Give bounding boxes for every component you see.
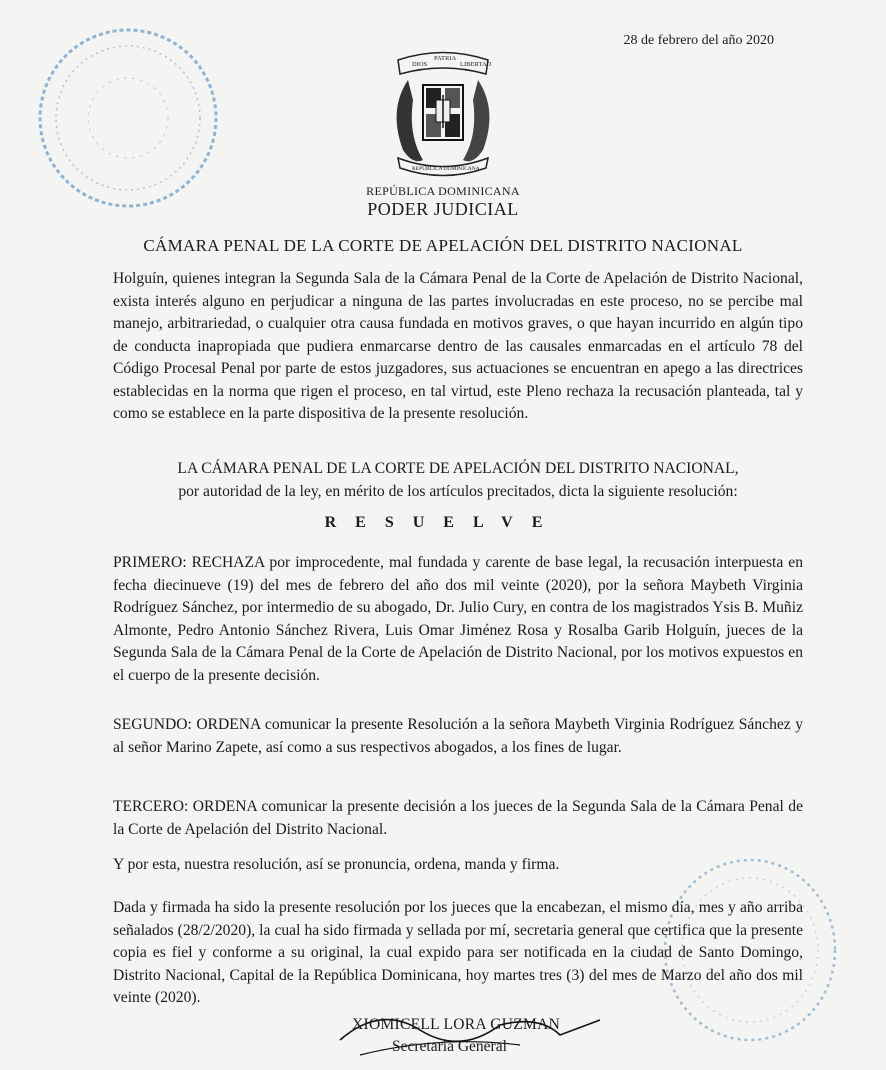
handwritten-signature <box>300 1000 700 1070</box>
coat-of-arms-icon <box>368 40 518 185</box>
motto-patria: PATRIA <box>434 55 457 62</box>
poder-judicial-label: PODER JUDICIAL <box>367 199 519 219</box>
ribbon-text: REPÚBLICA DOMINICANA <box>412 166 480 172</box>
paragraph-tercero: TERCERO: ORDENA comunicar la presente decisión a los jueces de la Segunda Sala de la Cámara Penal de la Corte de Apelación del Distrito Nacional. <box>113 798 803 838</box>
motto-dios: DIOS <box>412 61 428 68</box>
document-date: 28 de febrero del año 2020 <box>623 33 774 48</box>
paragraph-pronuncia: Y por esta, nuestra resolución, así se pronuncia, ordena, manda y firma. <box>113 856 560 873</box>
paragraph-holguin: Holguín, quienes integran la Segunda Sala de la Cámara Penal de la Corte de Apelación de Distrito Nacional, exista interés alguno en perjudicar a ninguna de las partes involucradas en este proceso, no se percibe mal manejo, arbitrariedad, o cualquier otra causa fundada en motivos graves, o que hayan incurrido en algún tipo de conducta inapropiada que pudiera enmarcarse dentro de las causales enmarcadas en el artículo 78 del Código Procesal Penal por parte de estos juzgadores, sus actuaciones se encuentran en apego a las directrices establecidas en la norma que rigen el proceso, en tal virtud, este Pleno rechaza la recusación planteada, tal y como se establece en la parte dispositiva de la presente resolución. <box>113 270 803 422</box>
signer-title: Secretaria General <box>392 1038 507 1055</box>
motto-libertad: LIBERTAD <box>460 61 492 68</box>
resuelve-title: RESUELVE <box>324 514 562 531</box>
republica-label: REPÚBLICA DOMINICANA <box>366 184 520 198</box>
paragraph-segundo: SEGUNDO: ORDENA comunicar la presente Resolución a la señora Maybeth Virginia Rodríguez Sánchez y al señor Marino Zapete, así como a sus respectivos abogados, a los fines de lugar. <box>113 716 803 756</box>
signer-name: XIOMICELL LORA GUZMAN <box>352 1016 561 1033</box>
paragraph-dada: Dada y firmada ha sido la presente resolución por los jueces que la encabezan, el mismo día, mes y año arriba señalados (28/2/2020), la cual ha sido firmada y sellada por mí, secretaria general que certifica que la presente copia es fiel y conforme a su original, la cual expido para ser notificada en la ciudad de Santo Domingo, Distrito Nacional, Capital de la República Dominicana, hoy martes tres (3) del mes de Marzo del año dos mil veinte (2020). <box>113 899 803 1006</box>
camara-line-2: por autoridad de la ley, en mérito de los artículos precitados, dicta la siguiente resolución: <box>178 482 738 500</box>
paragraph-camara <box>113 458 803 503</box>
camara-line-1: LA CÁMARA PENAL DE LA CORTE DE APELACIÓN DEL DISTRITO NACIONAL, <box>177 460 739 477</box>
paragraph-primero: PRIMERO: RECHAZA por improcedente, mal fundada y carente de base legal, la recusación interpuesta en fecha diecinueve (19) del mes de febrero del año dos mil veinte (2020), por la señora Maybeth Virginia Rodríguez Sánchez, por intermedio de su abogado, Dr. Julio Cury, en contra de los magistrados Ysis B. Muñiz Almonte, Pedro Antonio Sánchez Rivera, Luis Omar Jiménez Rosa y Rosalba Garib Holguín, jueces de la Segunda Sala de la Cámara Penal de la Corte de Apelación de Distrito Nacional, por los motivos expuestos en el cuerpo de la presente decisión. <box>113 554 803 684</box>
document-heading: CÁMARA PENAL DE LA CORTE DE APELACIÓN DEL DISTRITO NACIONAL <box>143 236 743 255</box>
